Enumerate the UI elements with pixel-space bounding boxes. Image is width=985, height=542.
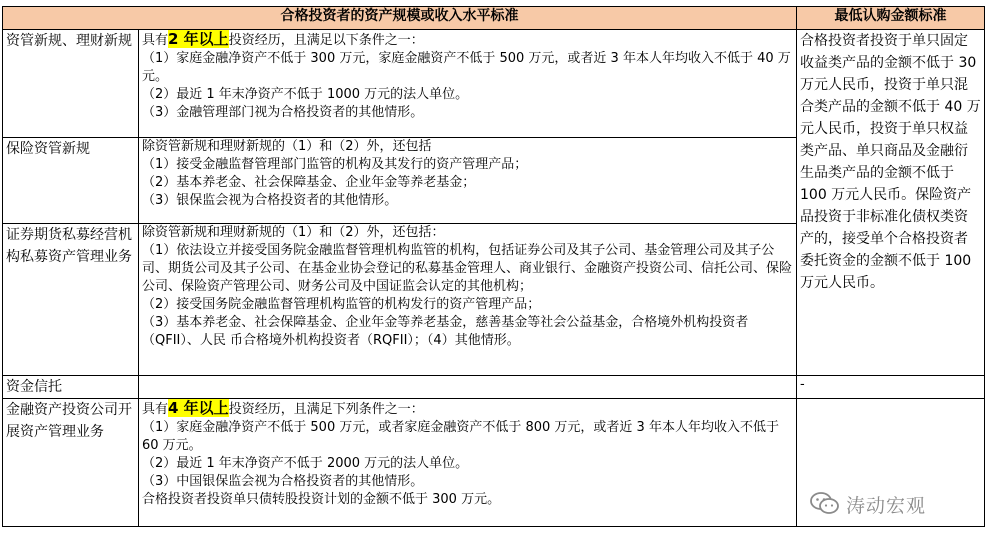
intro-prefix: 具有: [142, 402, 169, 417]
highlight-years: 2 年以上: [168, 30, 229, 48]
intro-suffix: 投资经历，且满足以下条件之一：: [228, 33, 424, 48]
row-label: 保险资管新规: [3, 138, 139, 224]
condition-line: （2）接受国务院金融监督管理机构监管的机构发行的资产管理产品；: [142, 297, 541, 312]
intro-suffix: 投资经历，且满足下列条件之一：: [228, 402, 424, 417]
intro-prefix: 具有: [142, 33, 169, 48]
condition-line: （1）依法设立并接受国务院金融监督管理机构监管的机构，包括证券公司及其子公司、基金管理公司及其子公司、期货公司及其子公司、在基金业协会登记的私募基金管理人、商业银行、金融资产投资公司、信托公司、保险公司、保险资产管理公司、财务公司及中国证监会认定的其他机构；: [142, 243, 793, 294]
row-label: 资管新规、理财新规: [3, 30, 139, 138]
header-row: [3, 7, 985, 30]
condition-line: （3）金融管理部门视为合格投资者的其他情形。: [142, 105, 424, 120]
row-content: [139, 399, 797, 527]
condition-line: 合格投资者投资单只债转股投资计划的金额不低于 300 万元。: [142, 492, 501, 507]
condition-line: （3）银保监会视为合格投资者的其他情形。: [142, 193, 398, 208]
condition-line: （3）基本养老金、社会保障基金、企业年金等养老基金，慈善基金等社会公益基金，合格境外机构投资者（QFII）、人民 币合格境外机构投资者（RQFII）；（4）其他情形。: [142, 315, 749, 348]
row-fund-trust: [3, 376, 985, 399]
row-content: [139, 224, 797, 376]
row-content-empty: [139, 376, 797, 399]
condition-line: 除资管新规和理财新规的（1）和（2）外，还包括：: [142, 225, 445, 240]
header-min: 最低认购金额标准: [797, 7, 985, 30]
header-main: 合格投资者的资产规模或收入水平标准: [3, 7, 797, 30]
condition-line: （1）接受金融监督管理部门监管的机构及其发行的资产管理产品；: [142, 157, 528, 172]
condition-line: （2）最近 1 年末净资产不低于 2000 万元的法人单位。: [142, 456, 469, 471]
watermark: [810, 488, 970, 520]
min-subscription-standard: 合格投资者投资于单只固定收益类产品的金额不低于 30 万元人民币，投资于单只混合类产品的金额不低于 40 万元人民币，投资于单只权益类产品、单只商品及金融衍生品类产品的金额不低于 100 万元人民币。保险资产品投资于非标准化债权类资产的，接受单个合格投资者委托资金的金额不低于 100 万元人民币。: [797, 30, 985, 376]
row-label: 资金信托: [3, 376, 139, 399]
intro-line: [142, 399, 793, 419]
condition-line: （3）中国银保监会视为合格投资者的其他情形。: [142, 474, 424, 489]
row-label: 金融资产投资公司开展资产管理业务: [3, 399, 139, 527]
watermark-text: 涛动宏观: [846, 494, 927, 517]
condition-line: （2）基本养老金、社会保障基金、企业年金等养老基金；: [142, 175, 476, 190]
investor-standards-table: [2, 6, 985, 527]
row-asset-mgmt-rules: [3, 30, 985, 138]
row-content: [139, 138, 797, 224]
row-label: 证券期货私募经营机构私募资产管理业务: [3, 224, 139, 376]
condition-line: 除资管新规和理财新规的（1）和（2）外，还包括: [142, 139, 432, 154]
condition-line: （2）最近 1 年末净资产不低于 1000 万元的法人单位。: [142, 87, 469, 102]
min-dash: -: [797, 376, 985, 399]
condition-line: （1）家庭金融净资产不低于 500 万元，或者家庭金融资产不低于 800 万元，或者近 3 年本人年均收入不低于 60 万元。: [142, 420, 779, 453]
highlight-years: 4 年以上: [168, 399, 229, 417]
wechat-icon: [810, 491, 840, 517]
condition-line: （1）家庭金融净资产不低于 300 万元，家庭金融资产不低于 500 万元，或者近 3 年本人年均收入不低于 40 万元。: [142, 51, 791, 84]
intro-line: [142, 30, 793, 50]
row-content: [139, 30, 797, 138]
